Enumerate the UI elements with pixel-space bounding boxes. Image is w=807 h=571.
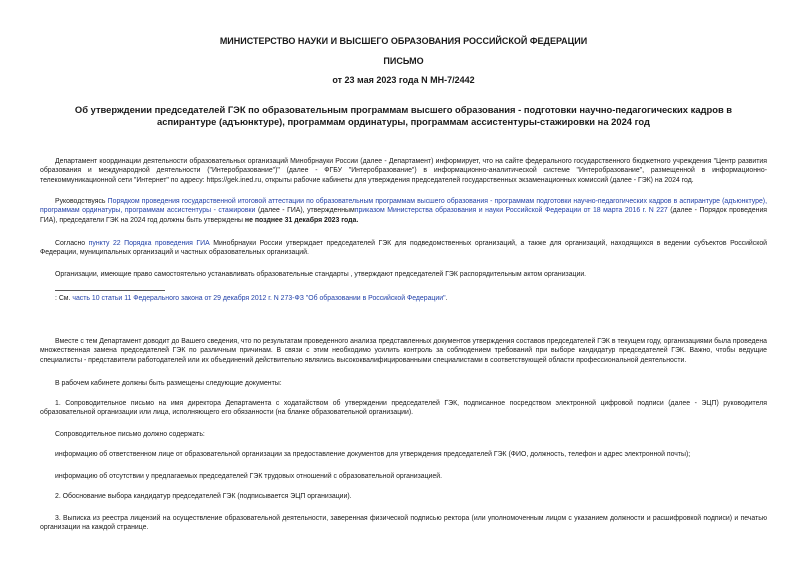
paragraph-3-text-2: Минобрнауки России утверждает председателей ГЭК для подведомственных организаций, а также для организаций, находящихся в ведении субъектов Российской Федерации, муниципальных организаций и частных образовательных организаций. [40,240,768,257]
link-order-227[interactable]: приказом Министерства образования и науки Российской Федерации от 18 марта 2016 г. N 227 [354,207,668,215]
ministry-heading: МИНИСТЕРСТВО НАУКИ И ВЫСШЕГО ОБРАЗОВАНИЯ РОССИЙСКОЙ ФЕДЕРАЦИИ [219,36,588,46]
paragraph-2-text-3: (далее - Порядок проведения ГИА), председатели ГЭК на 2024 год должны быть утверждены [40,207,768,224]
paragraph-3 [40,239,767,258]
footnote-text-1: : См. [55,295,73,302]
paragraph-10: информацию об отсутствии у предлагаемых председателей ГЭК трудовых отношений с образовательной организацией. [55,473,442,480]
paragraph-2-text-1: Руководствуясь [55,198,108,205]
footnote-text-2: . [445,295,448,302]
paragraph-5: Вместе с тем Департамент доводит до Вашего сведения, что по результатам проведенного анализа представленных документов утверждения составов председателей ГЭК в текущем году, организациями была проведена множественная замена председателей ГЭК по различным причинам. В связи с этим необходимо усилить контроль за соблюдением требований при выборе кандидатур председателей ГЭК. Важно, чтобы ведущие специалисты - представители работодателей или их объединений действительно являлись высококвалифицированными специалистами в соответствующей области профессиональной деятельности. [40,338,767,364]
document-type: ПИСЬМО [383,56,424,66]
paragraph-9: информацию об ответственном лице от образовательной организации за предоставление документов для утверждения председателей ГЭК (ФИО, должность, телефон и адрес электронной почты); [55,451,691,458]
document-title: Об утверждении председателей ГЭК по образовательным программам высшего образования - подготовки научно-педагогических кадров в аспирантуре (адъюнктуре), программам ординатуры, программам ассистентуры-стажировки на 2024 год [74,104,733,127]
paragraph-7: 1. Сопроводительное письмо на имя директора Департамента с ходатайством об утверждении председателей ГЭК, подписанное посредством электронной цифровой подписи (далее - ЭЦП) руководителя образовательной организации или лица, исполняющего его обязанности (на бланке образовательной организации). [40,400,767,417]
paragraph-6: В рабочем кабинете должны быть размещены следующие документы: [55,380,282,387]
paragraph-2-text-2: (далее - ГИА), утвержденным [255,207,355,215]
paragraph-8: Сопроводительное письмо должно содержать: [55,431,205,438]
paragraph-2 [40,197,767,225]
deadline-text: не позднее 31 декабря 2023 года. [244,216,359,224]
paragraph-4: Организации, имеющие право самостоятельно устанавливать образовательные стандарты , утверждают председателей ГЭК распорядительным актом организации. [55,271,587,278]
paragraph-12: 3. Выписка из реестра лицензий на осуществление образовательной деятельности, заверенная физической подписью ректора (или уполномоченным лицом с указанием должности и расшифровкой подписи) и печатью организации на каждой странице. [40,515,767,532]
document-date-number: от 23 мая 2023 года N МН-7/2442 [332,75,475,85]
paragraph-1: Департамент координации деятельности образовательных организаций Минобрнауки России (далее - Департамент) информирует, что на сайте федерального государственного бюджетного учреждения "Центр развития образования и международной деятельности ("Интеробразование")" (далее - ФГБУ "Интеробразование") в информационно-аналитической системе "Интеробразование", размещенной в информационно-телекоммуникационной сети "Интернет" по адресу: https://gek.ined.ru, открыты рабочие кабинеты для утверждения председателей государственных экзаменационных комиссий (далее - ГЭК) на 2024 год. [40,158,767,184]
link-procedure-gia[interactable]: Порядком проведения государственной итоговой аттестации по образовательным программам высшего образования - программам подготовки научно-педагогических кадров в аспирантуре (адъюнктуре), программам ординатуры, программам ассистентуры - стажировки [40,198,767,215]
paragraph-3-text-1: Согласно [55,240,89,247]
link-point-22[interactable]: пункту 22 Порядка проведения ГИА [88,240,210,247]
footnote-divider [55,290,165,291]
paragraph-11: 2. Обоснование выбора кандидатур председателей ГЭК (подписывается ЭЦП организации). [55,493,352,500]
link-law-273[interactable]: часть 10 статьи 11 Федерального закона от 29 декабря 2012 г. N 273-ФЗ "Об образовании в Российской Федерации" [72,295,446,302]
footnote [55,294,767,303]
